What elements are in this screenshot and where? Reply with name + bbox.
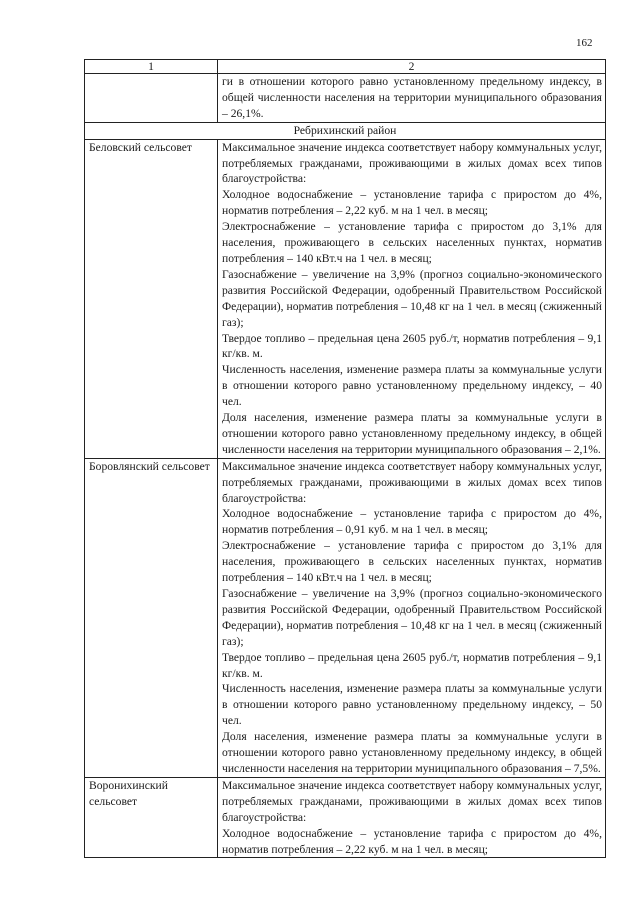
- settlement-details: [218, 139, 606, 458]
- paragraph-index-set: Максимальное значение индекса соответствует набору коммунальных услуг, потребляемых гражданами, проживающими в жилых домах всех типов благоустройства:: [222, 140, 602, 186]
- table-row: [85, 139, 606, 458]
- settlement-name: Беловский сельсовет: [85, 139, 218, 458]
- settlement-details: [218, 777, 606, 858]
- paragraph-cold-water: Холодное водоснабжение – установление тарифа с приростом до 4%, норматив потребления – 2,22 куб. м на 1 чел. в месяц;: [222, 188, 602, 218]
- paragraph-electricity: Электроснабжение – установление тарифа с приростом до 3,1% для населения, проживающего в сельских населенных пунктах, норматив потребления – 140 кВт.ч на 1 чел. в месяц;: [222, 220, 602, 265]
- region-title: Ребрихинский район: [85, 122, 606, 139]
- column-number-row: [85, 60, 606, 74]
- page-number: 162: [576, 37, 593, 49]
- carryover-text: ги в отношении которого равно установленному предельному индексу, в общей численности населения на территории муниципального образования – 26,1%.: [218, 74, 606, 123]
- region-row: [85, 122, 606, 139]
- paragraph-gas: Газоснабжение – увеличение на 3,9% (прогноз социально-экономического развития Российской Федерации, одобренный Правительством Российской Федерации), норматив потребления – 10,48 кг на 1 чел. в месяц (сжиженный газ);: [222, 267, 602, 329]
- paragraph-index-set: Максимальное значение индекса соответствует набору коммунальных услуг, потребляемых гражданами, проживающими в жилых домах всех типов благоустройства:: [222, 459, 602, 505]
- carryover-name-cell: [85, 74, 218, 123]
- table-row: [85, 458, 606, 777]
- paragraph-solid-fuel: Твердое топливо – предельная цена 2605 руб./т, норматив потребления – 9,1 кг/кв. м.: [222, 331, 602, 361]
- column-number-1: 1: [85, 60, 218, 74]
- carryover-row: [85, 74, 606, 123]
- paragraph-cold-water: Холодное водоснабжение – установление тарифа с приростом до 4%, норматив потребления – 2,22 куб. м на 1 чел. в месяц;: [222, 826, 602, 856]
- settlement-name: Воронихинский сельсовет: [85, 777, 218, 858]
- paragraph-index-set: Максимальное значение индекса соответствует набору коммунальных услуг, потребляемых гражданами, проживающими в жилых домах всех типов благоустройства:: [222, 778, 602, 824]
- paragraph-population-share: Доля населения, изменение размера платы за коммунальные услуги в отношении которого равно установленному предельному индексу, в общей численности населения на территории муниципального образования – 2,1%.: [222, 411, 602, 456]
- column-number-2: 2: [218, 60, 606, 74]
- tariff-table: [84, 59, 606, 858]
- paragraph-population-count: Численность населения, изменение размера платы за коммунальные услуги в отношении которого равно установленному предельному индексу, – 50 чел.: [222, 682, 602, 728]
- paragraph-population-count: Численность населения, изменение размера платы за коммунальные услуги в отношении которого равно установленному предельному индексу, – 40 чел.: [222, 363, 602, 409]
- table-row: [85, 777, 606, 858]
- settlement-name: Боровлянский сельсовет: [85, 458, 218, 777]
- paragraph-gas: Газоснабжение – увеличение на 3,9% (прогноз социально-экономического развития Российской Федерации, одобренный Правительством Российской Федерации), норматив потребления – 10,48 кг на 1 чел. в месяц (сжиженный газ);: [222, 587, 602, 648]
- settlement-details: [218, 458, 606, 777]
- paragraph-electricity: Электроснабжение – установление тарифа с приростом до 3,1% для населения, проживающего в сельских населенных пунктах, норматив потребления – 140 кВт.ч на 1 чел. в месяц;: [222, 539, 602, 585]
- paragraph-population-share: Доля населения, изменение размера платы за коммунальные услуги в отношении которого равно установленному предельному индексу, в общей численности населения на территории муниципального образования – 7,5%.: [222, 730, 602, 775]
- paragraph-cold-water: Холодное водоснабжение – установление тарифа с приростом до 4%, норматив потребления – 0,91 куб. м на 1 чел. в месяц;: [222, 507, 602, 537]
- paragraph-solid-fuel: Твердое топливо – предельная цена 2605 руб./т, норматив потребления – 9,1 кг/кв. м.: [222, 650, 602, 680]
